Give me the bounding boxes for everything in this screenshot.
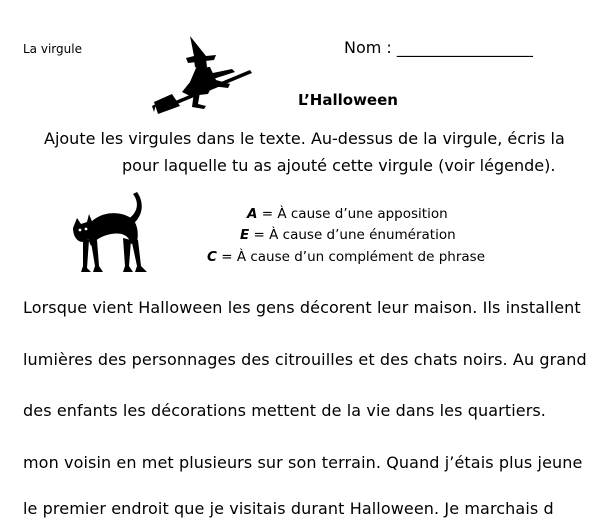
- legend-text-c: = À cause d’un complément de phrase: [216, 249, 485, 265]
- instructions-line-2: pour laquelle tu as ajouté cette virgule (voir légende).: [122, 156, 556, 175]
- exercise-text-line: lumières des personnages des citrouilles et des chats noirs. Au grand: [23, 350, 587, 369]
- instructions-line-1: Ajoute les virgules dans le texte. Au-dessus de la virgule, écris la: [44, 129, 565, 148]
- exercise-text-line: le premier endroit que je visitais durant Halloween. Je marchais d: [23, 499, 554, 518]
- exercise-text-line: Lorsque vient Halloween les gens décorent leur maison. Ils installent: [23, 298, 581, 317]
- worksheet-title: L’Halloween: [298, 91, 398, 109]
- legend-item-complement: [207, 249, 485, 265]
- legend-text-a: = À cause d’une apposition: [257, 206, 448, 222]
- legend-text-e: = À cause d’une énumération: [249, 227, 456, 243]
- witch-on-broom-icon: [150, 34, 255, 116]
- exercise-text-line: mon voisin en met plusieurs sur son terrain. Quand j’étais plus jeune: [23, 453, 583, 472]
- legend-item-enumeration: [240, 227, 456, 243]
- legend-key-c: C: [207, 249, 217, 265]
- exercise-text-line: des enfants les décorations mettent de la vie dans les quartiers.: [23, 401, 546, 420]
- black-cat-icon: [71, 188, 151, 274]
- legend-key-e: E: [240, 227, 250, 243]
- student-name-field-label: Nom : _________________: [344, 38, 533, 57]
- legend-key-a: A: [247, 206, 258, 222]
- worksheet-topic-label: La virgule: [23, 42, 82, 56]
- legend-item-apposition: [247, 206, 448, 222]
